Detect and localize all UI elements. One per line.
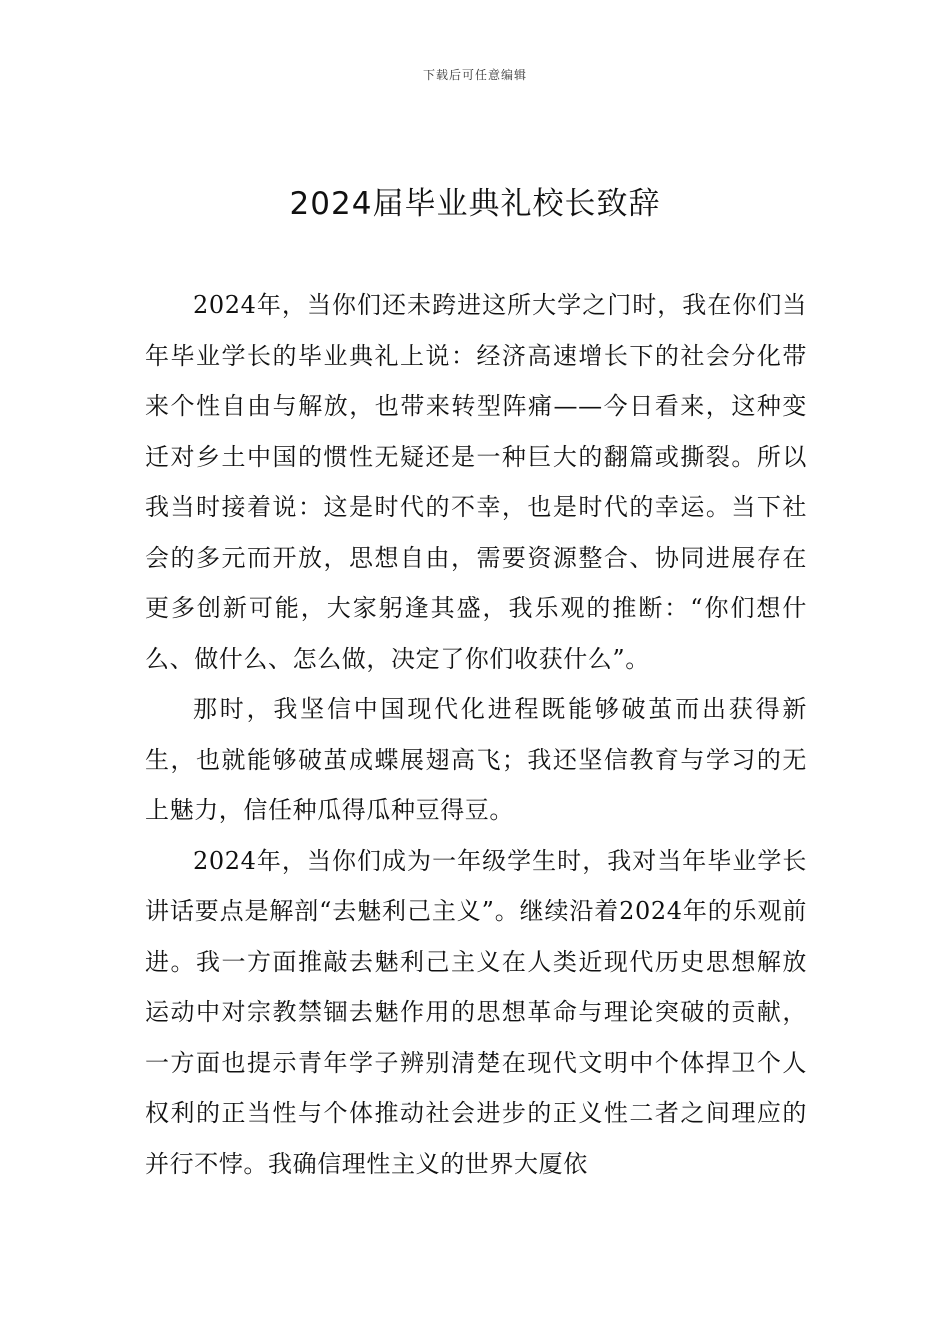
- document-title: 2024届毕业典礼校长致辞: [289, 186, 661, 222]
- document-body: [145, 280, 807, 1189]
- paragraph-1: 2024年，当你们还未跨进这所大学之门时，我在你们当年毕业学长的毕业典礼上说：经济高速增长下的社会分化带来个性自由与解放，也带来转型阵痛——今日看来，这种变迁对乡土中国的惯性无疑还是一种巨大的翻篇或撕裂。所以我当时接着说：这是时代的不幸，也是时代的幸运。当下社会的多元而开放，思想自由，需要资源整合、协同进展存在更多创新可能，大家躬逢其盛，我乐观的推断：“你们想什么、做什么、怎么做，决定了你们收获什么”。: [145, 291, 807, 673]
- paragraph-2: 那时，我坚信中国现代化进程既能够破茧而出获得新生，也就能够破茧成蝶展翅高飞；我还坚信教育与学习的无上魅力，信任种瓜得瓜种豆得豆。: [145, 695, 807, 824]
- paragraph-3: 2024年，当你们成为一年级学生时，我对当年毕业学长讲话要点是解剖“去魅利己主义”。继续沿着2024年的乐观前进。我一方面推敲去魅利己主义在人类近现代历史思想解放运动中对宗教禁锢去魅作用的思想革命与理论突破的贡献，一方面也提示青年学子辨别清楚在现代文明中个体捍卫个人权利的正当性与个体推动社会进步的正义性二者之间理应的并行不悖。我确信理性主义的世界大厦依: [145, 846, 807, 1178]
- header-note: 下载后可任意编辑: [422, 68, 527, 82]
